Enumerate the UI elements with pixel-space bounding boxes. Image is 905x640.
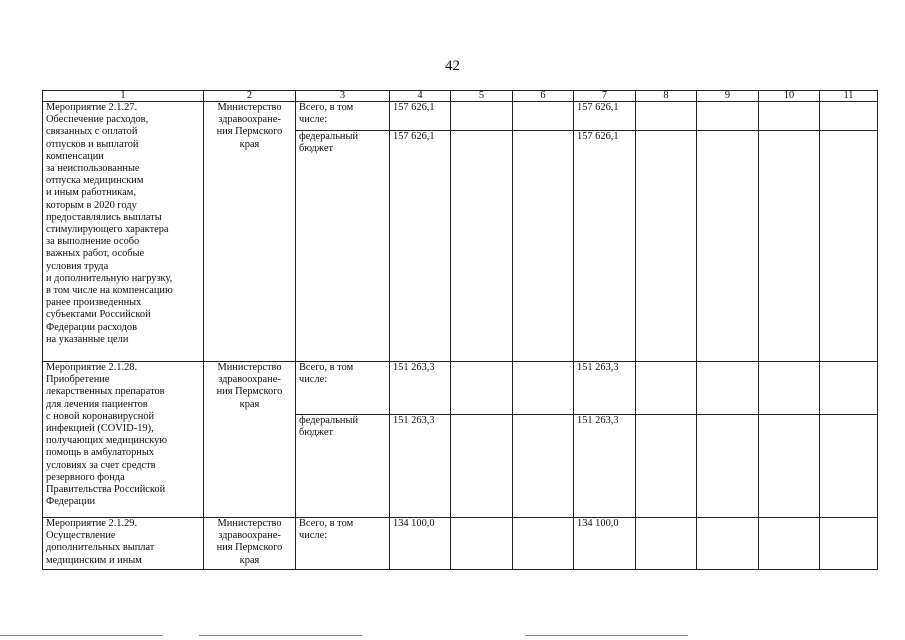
total-col4-value: 134 100,0	[390, 518, 451, 570]
executor-cell: Министерство здравоохране- ния Пермского края	[204, 102, 296, 362]
empty-cell	[759, 362, 820, 415]
funding-source-label: федеральный бюджет	[296, 415, 390, 518]
col-header-4: 4	[390, 91, 451, 102]
scan-edge-line	[0, 635, 905, 636]
source-col4-value: 157 626,1	[390, 131, 451, 362]
empty-cell	[820, 131, 878, 362]
table-row	[43, 518, 878, 570]
empty-cell	[697, 362, 759, 415]
col-header-3: 3	[296, 91, 390, 102]
source-col4-value: 151 263,3	[390, 415, 451, 518]
total-col4-value: 157 626,1	[390, 102, 451, 131]
funding-total-label: Всего, в том числе:	[296, 362, 390, 415]
empty-cell	[820, 362, 878, 415]
empty-cell	[451, 415, 513, 518]
empty-cell	[759, 415, 820, 518]
header-row	[43, 91, 878, 102]
source-col7-value: 151 263,3	[574, 415, 636, 518]
empty-cell	[697, 131, 759, 362]
measure-description: Мероприятие 2.1.27. Обеспечение расходов, связанных с оплатой отпусков и выплатой компенсации за неиспользованные отпуска медицинским и иным работникам, которым в 2020 году предоставлялись выплаты стимулирующего характера за выполнение особо важных работ, особые условия труда и дополнительную нагрузку, в том числе на компенсацию ранее произведенных субъектами Российской Федерации расходов на указанные цели	[43, 102, 204, 362]
executor-cell: Министерство здравоохране- ния Пермского края	[204, 362, 296, 518]
total-col7-value: 157 626,1	[574, 102, 636, 131]
empty-cell	[820, 518, 878, 570]
col-header-11: 11	[820, 91, 878, 102]
empty-cell	[759, 131, 820, 362]
col-header-5: 5	[451, 91, 513, 102]
source-col7-value: 157 626,1	[574, 131, 636, 362]
empty-cell	[513, 102, 574, 131]
empty-cell	[636, 131, 697, 362]
col-header-2: 2	[204, 91, 296, 102]
col-header-1: 1	[43, 91, 204, 102]
table-row	[43, 102, 878, 131]
empty-cell	[636, 518, 697, 570]
empty-cell	[513, 362, 574, 415]
empty-cell	[513, 518, 574, 570]
col-header-7: 7	[574, 91, 636, 102]
page-number: 42	[445, 58, 460, 74]
funding-source-label: федеральный бюджет	[296, 131, 390, 362]
empty-cell	[697, 415, 759, 518]
measure-description: Мероприятие 2.1.28. Приобретение лекарственных препаратов для лечения пациентов с новой коронавирусной инфекцией (COVID-19), получающих медицинскую помощь в амбулаторных условиях за счет средств резервного фонда Правительства Российской Федерации	[43, 362, 204, 518]
empty-cell	[636, 415, 697, 518]
total-col7-value: 151 263,3	[574, 362, 636, 415]
table-row	[43, 362, 878, 415]
empty-cell	[759, 102, 820, 131]
total-col7-value: 134 100,0	[574, 518, 636, 570]
empty-cell	[451, 131, 513, 362]
col-header-8: 8	[636, 91, 697, 102]
budget-table	[42, 90, 878, 570]
measure-description: Мероприятие 2.1.29. Осуществление дополнительных выплат медицинским и иным	[43, 518, 204, 570]
total-col4-value: 151 263,3	[390, 362, 451, 415]
funding-total-label: Всего, в том числе:	[296, 518, 390, 570]
empty-cell	[451, 518, 513, 570]
empty-cell	[451, 362, 513, 415]
empty-cell	[697, 102, 759, 131]
funding-total-label: Всего, в том числе:	[296, 102, 390, 131]
empty-cell	[451, 102, 513, 131]
empty-cell	[697, 518, 759, 570]
col-header-10: 10	[759, 91, 820, 102]
col-header-6: 6	[513, 91, 574, 102]
empty-cell	[820, 415, 878, 518]
empty-cell	[759, 518, 820, 570]
empty-cell	[513, 415, 574, 518]
executor-cell: Министерство здравоохране- ния Пермского края	[204, 518, 296, 570]
empty-cell	[636, 102, 697, 131]
empty-cell	[636, 362, 697, 415]
col-header-9: 9	[697, 91, 759, 102]
empty-cell	[513, 131, 574, 362]
empty-cell	[820, 102, 878, 131]
